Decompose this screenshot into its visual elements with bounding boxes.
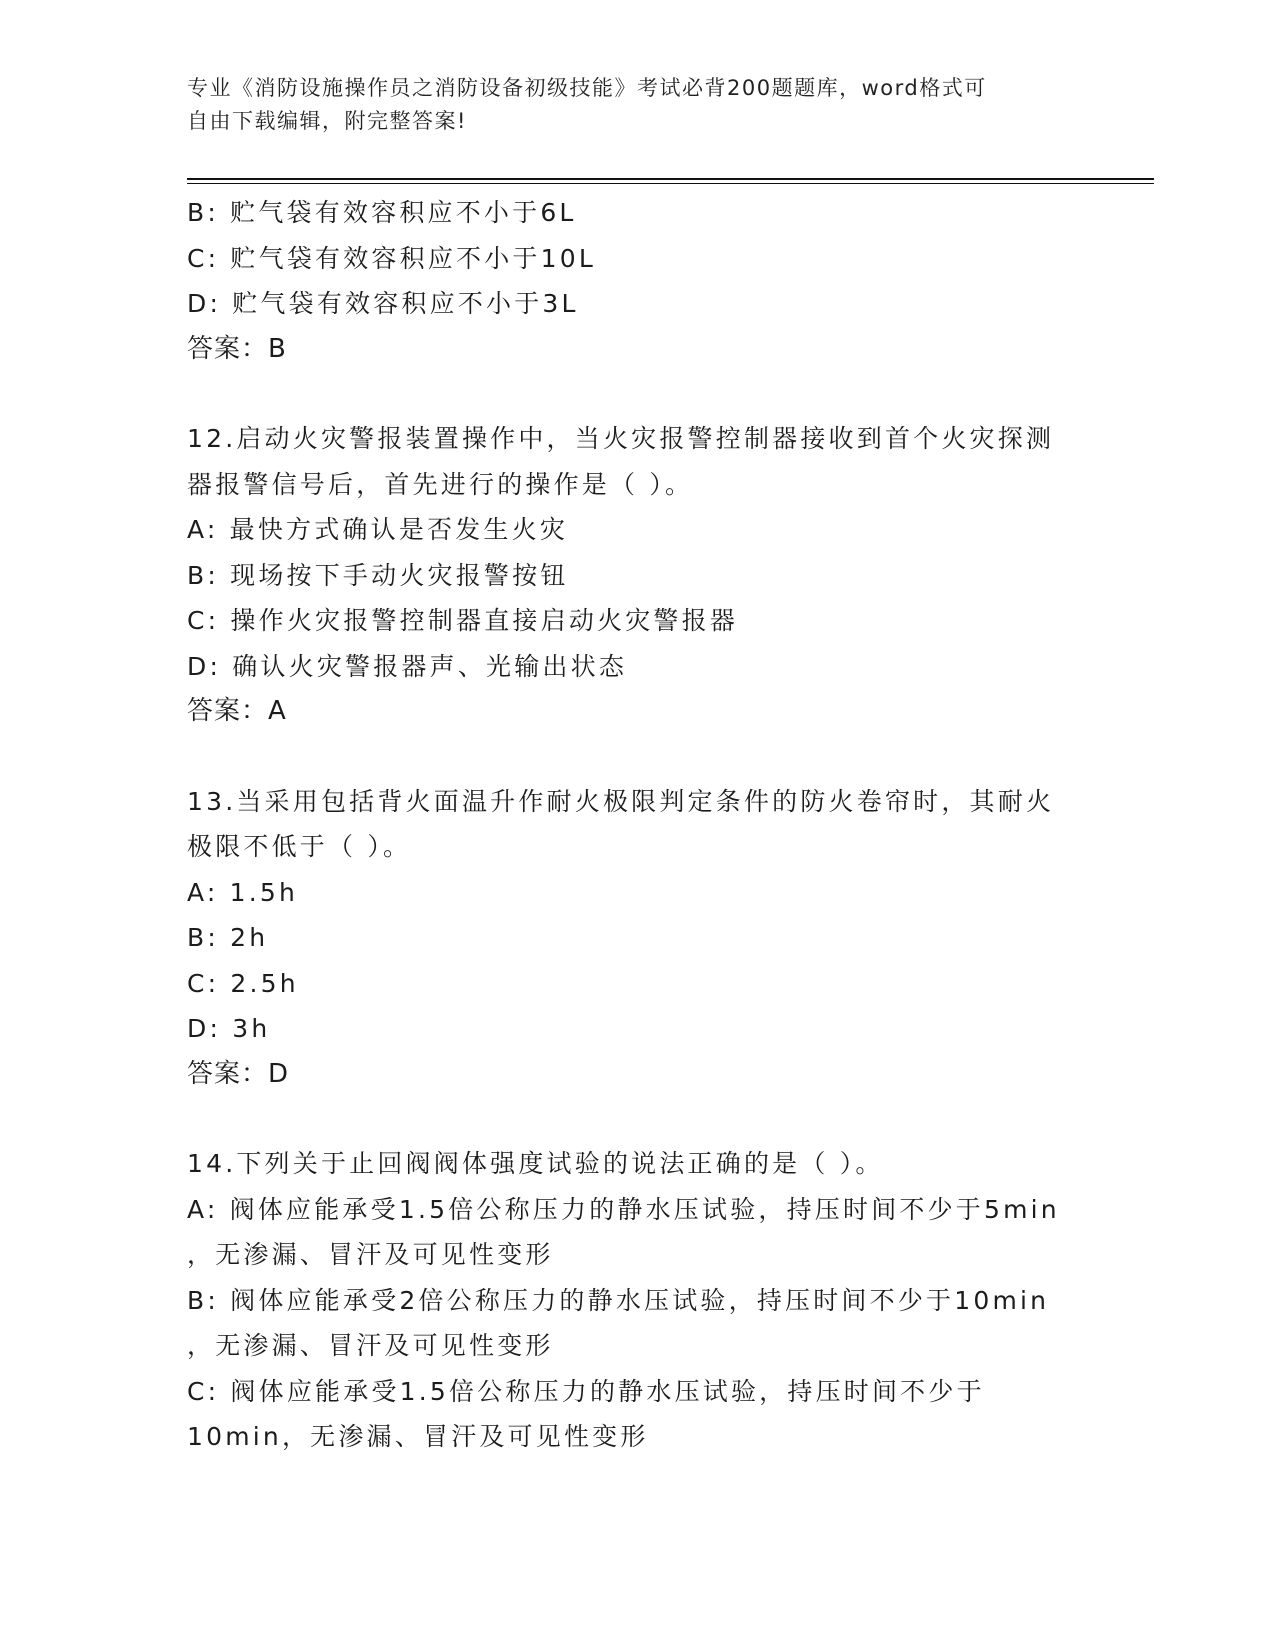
header-line-1: 专业《消防设施操作员之消防设备初级技能》考试必背200题题库，word格式可	[187, 76, 987, 100]
question-11-tail	[187, 190, 1087, 372]
q12-stem-line-2: 器报警信号后，首先进行的操作是（ ）。	[187, 469, 694, 499]
q11-option-c: C: 贮气袋有效容积应不小于10L	[187, 243, 596, 273]
q11-answer: 答案：B	[187, 333, 287, 364]
header-rule-thin	[187, 183, 1154, 184]
q14-option-c-line-2: 10min，无渗漏、冒汗及可见性变形	[187, 1422, 649, 1451]
q12-answer: 答案：A	[187, 696, 287, 726]
q14-stem-line-1: 14.下列关于止回阀阀体强度试验的说法正确的是（ ）。	[187, 1149, 884, 1178]
document-header	[187, 72, 1067, 138]
q11-option-b: B: 贮气袋有效容积应不小于6L	[187, 198, 577, 227]
q13-stem-line-2: 极限不低于（ ）。	[187, 832, 412, 861]
q13-option-d: D: 3h	[187, 1014, 271, 1043]
header-line-2: 自由下载编辑，附完整答案!	[187, 109, 467, 133]
question-content	[187, 190, 1087, 1460]
header-rule-thick	[187, 178, 1154, 180]
q14-option-b-line-2: ，无渗漏、冒汗及可见性变形	[187, 1331, 554, 1360]
q13-option-c: C: 2.5h	[187, 968, 299, 998]
q14-option-a-line-2: ，无渗漏、冒汗及可见性变形	[187, 1240, 554, 1269]
q11-option-d: D: 贮气袋有效容积应不小于3L	[187, 289, 579, 318]
q13-answer: 答案：D	[187, 1058, 290, 1089]
q12-option-a: A: 最快方式确认是否发生火灾	[187, 515, 569, 544]
q13-stem-line-1: 13.当采用包括背火面温升作耐火极限判定条件的防火卷帘时，其耐火	[187, 786, 1055, 816]
q12-stem-line-1: 12.启动火灾警报装置操作中，当火灾报警控制器接收到首个火灾探测	[187, 424, 1055, 453]
question-13	[187, 779, 1087, 1098]
q14-option-b-line-1: B: 阀体应能承受2倍公称压力的静水压试验，持压时间不少于10min	[187, 1285, 1050, 1315]
question-12	[187, 416, 1087, 735]
q12-option-b: B: 现场按下手动火灾报警按钮	[187, 560, 569, 590]
question-14	[187, 1141, 1087, 1460]
q12-option-d: D: 确认火灾警报器声、光输出状态	[187, 651, 628, 681]
q14-option-a-line-1: A: 阀体应能承受1.5倍公称压力的静水压试验，持压时间不少于5min	[187, 1194, 1060, 1224]
q14-option-c-line-1: C: 阀体应能承受1.5倍公称压力的静水压试验，持压时间不少于	[187, 1376, 985, 1406]
q13-option-b: B: 2h	[187, 923, 269, 952]
q12-option-c: C: 操作火灾报警控制器直接启动火灾警报器	[187, 606, 739, 635]
q13-option-a: A: 1.5h	[187, 877, 299, 907]
